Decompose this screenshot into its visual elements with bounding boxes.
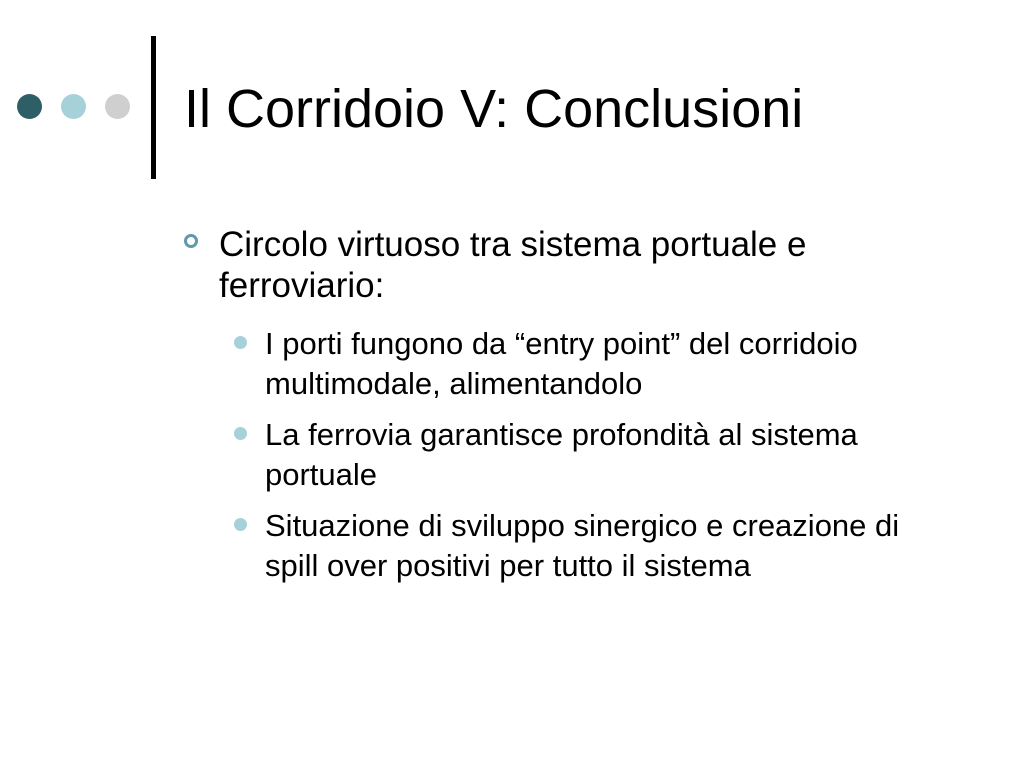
sub-bullet-list — [232, 324, 972, 597]
dot-bullet-icon — [234, 518, 247, 531]
sub-bullet-text: La ferrovia garantisce profondità al sistema portuale — [265, 417, 858, 492]
sub-bullet-text: Situazione di sviluppo sinergico e creazione di spill over positivi per tutto il sistema — [265, 508, 900, 583]
title-divider — [151, 36, 156, 179]
gray-dot-icon — [105, 94, 130, 119]
dark-teal-dot-icon — [17, 94, 42, 119]
main-bullet — [184, 224, 964, 306]
main-bullet-text: Circolo virtuoso tra sistema portuale e ferroviario: — [219, 225, 807, 305]
dot-bullet-icon — [234, 427, 247, 440]
sub-bullet-text: I porti fungono da “entry point” del corridoio multimodale, alimentandolo — [265, 326, 858, 401]
ring-bullet-icon — [184, 234, 198, 248]
sub-bullet-item — [232, 415, 955, 495]
sub-bullet-item — [232, 324, 955, 404]
slide-title: Il Corridoio V: Conclusioni — [184, 79, 804, 139]
dot-bullet-icon — [234, 336, 247, 349]
sub-bullet-item — [232, 506, 955, 586]
light-teal-dot-icon — [61, 94, 86, 119]
